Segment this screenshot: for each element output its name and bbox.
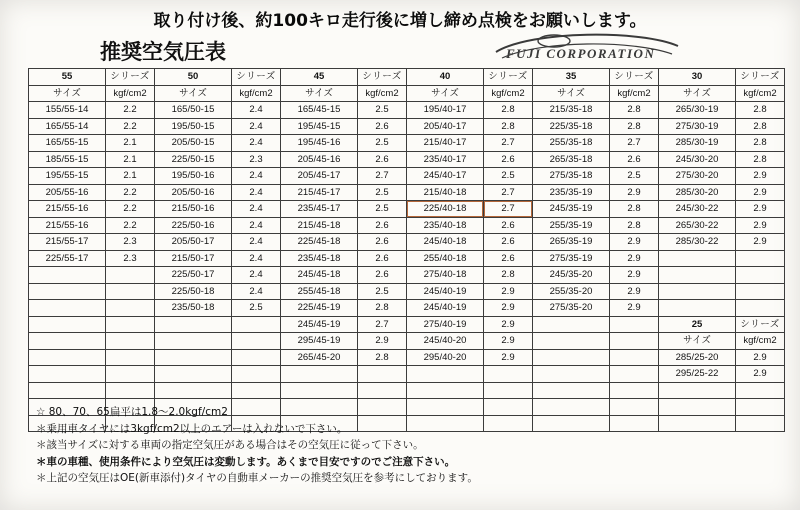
cell-kgf: 2.9 — [610, 283, 659, 300]
cell-size: 195/45-16 — [281, 135, 358, 152]
table-row — [29, 250, 785, 267]
cell-size: 205/50-15 — [155, 135, 232, 152]
cell-kgf: 2.6 — [358, 118, 407, 135]
cell-empty — [29, 349, 106, 366]
cell-size: 215/40-18 — [407, 184, 484, 201]
series-number-45: 45 — [281, 69, 358, 86]
cell-empty — [659, 300, 736, 317]
cell-empty — [155, 382, 232, 399]
cell-kgf: 2.5 — [484, 168, 533, 185]
cell-size: 245/40-17 — [407, 168, 484, 185]
table-row — [29, 168, 785, 185]
note-2: ＊該当サイズに対する車両の指定空気圧がある場合はその空気圧に従って下さい。 — [36, 439, 424, 451]
series-label-40: シリーズ — [484, 69, 533, 86]
cell-kgf: 2.6 — [358, 234, 407, 251]
note-1: ＊乗用車タイヤには3kgf/cm2以上のエアーは入れないで下さい。 — [36, 422, 348, 435]
cell-kgf: 2.3 — [232, 151, 281, 168]
cell-kgf: 2.6 — [484, 151, 533, 168]
cell-size: 245/30-22 — [659, 201, 736, 218]
cell-kgf: 2.8 — [484, 102, 533, 119]
cell-kgf: 2.9 — [358, 333, 407, 350]
cell-kgf: 2.8 — [610, 201, 659, 218]
cell-empty — [155, 316, 232, 333]
cell-kgf: 2.9 — [610, 234, 659, 251]
cell-kgf: 2.9 — [610, 250, 659, 267]
cell-kgf: 2.4 — [232, 217, 281, 234]
cell-size: 295/40-20 — [407, 349, 484, 366]
cell-size: 275/35-18 — [533, 168, 610, 185]
cell-kgf: 2.8 — [610, 217, 659, 234]
cell-size: 285/25-20 — [659, 349, 736, 366]
cell-size: 205/50-16 — [155, 184, 232, 201]
cell-kgf: 2.9 — [736, 217, 785, 234]
cell-kgf: 2.9 — [736, 234, 785, 251]
cell-size: 255/35-18 — [533, 135, 610, 152]
cell-kgf: 2.2 — [106, 184, 155, 201]
cell-empty — [281, 382, 358, 399]
cell-empty — [29, 283, 106, 300]
cell-size: 275/30-20 — [659, 168, 736, 185]
cell-kgf: 2.1 — [106, 168, 155, 185]
cell-empty — [232, 349, 281, 366]
cell-empty — [106, 349, 155, 366]
table-row — [29, 300, 785, 317]
table-row — [29, 333, 785, 350]
cell-size: 225/55-17 — [29, 250, 106, 267]
cell-empty — [29, 382, 106, 399]
cell-empty — [155, 333, 232, 350]
cell-kgf: 2.9 — [736, 184, 785, 201]
cell-size: 165/55-14 — [29, 118, 106, 135]
cell-empty — [484, 382, 533, 399]
cell-empty — [659, 267, 736, 284]
cell-kgf: 2.2 — [106, 118, 155, 135]
series-label-50: シリーズ — [232, 69, 281, 86]
series-number-40: 40 — [407, 69, 484, 86]
cell-kgf: 2.3 — [106, 250, 155, 267]
cell-size: 225/50-17 — [155, 267, 232, 284]
notes-block — [36, 404, 766, 487]
cell-kgf: 2.4 — [232, 102, 281, 119]
cell-size: 205/40-17 — [407, 118, 484, 135]
cell-kgf: 2.2 — [106, 217, 155, 234]
cell-size: 205/45-16 — [281, 151, 358, 168]
cell-empty — [106, 316, 155, 333]
cell-size: 255/45-18 — [281, 283, 358, 300]
cell-kgf: 2.9 — [736, 366, 785, 383]
cell-empty — [533, 349, 610, 366]
cell-size: 255/35-19 — [533, 217, 610, 234]
cell-kgf: 2.6 — [484, 217, 533, 234]
cell-kgf: 2.7 — [484, 135, 533, 152]
cell-size: 225/50-18 — [155, 283, 232, 300]
cell-kgf: 2.4 — [232, 118, 281, 135]
cell-empty — [659, 382, 736, 399]
cell-size: 235/45-18 — [281, 250, 358, 267]
page-title: 推奨空気圧表 — [100, 40, 226, 64]
cell-kgf: 2.1 — [106, 151, 155, 168]
header-kgf-55: kgf/cm2 — [106, 85, 155, 102]
cell-size: 215/35-18 — [533, 102, 610, 119]
cell-empty — [610, 382, 659, 399]
table-row — [29, 382, 785, 399]
cell-kgf: 2.4 — [232, 283, 281, 300]
cell-size: 245/40-20 — [407, 333, 484, 350]
cell-kgf: 2.5 — [232, 300, 281, 317]
cell-kgf: 2.7 — [484, 184, 533, 201]
headline: 取り付け後、約100キロ走行後に増し締め点検をお願いします。 — [153, 11, 647, 31]
column-header-row — [29, 85, 785, 102]
cell-kgf: 2.9 — [610, 184, 659, 201]
cell-kgf: 2.9 — [484, 300, 533, 317]
cell-kgf: 2.5 — [358, 201, 407, 218]
cell-kgf: 2.8 — [610, 118, 659, 135]
cell-empty — [533, 366, 610, 383]
cell-empty — [736, 250, 785, 267]
cell-kgf: 2.6 — [358, 217, 407, 234]
table-row — [29, 184, 785, 201]
cell-kgf: 2.7 — [358, 168, 407, 185]
cell-size: 245/35-20 — [533, 267, 610, 284]
series-label-25: シリーズ — [736, 316, 785, 333]
cell-kgf: 2.6 — [358, 250, 407, 267]
cell-size: 195/40-17 — [407, 102, 484, 119]
cell-size: 245/40-19 — [407, 283, 484, 300]
cell-size: 295/45-19 — [281, 333, 358, 350]
cell-size: 265/35-18 — [533, 151, 610, 168]
cell-size: 255/40-18 — [407, 250, 484, 267]
cell-kgf: 2.5 — [358, 184, 407, 201]
table-row — [29, 234, 785, 251]
cell-empty — [106, 366, 155, 383]
header-kgf-35: kgf/cm2 — [610, 85, 659, 102]
cell-empty — [533, 316, 610, 333]
cell-kgf: 2.4 — [232, 184, 281, 201]
table-row — [29, 267, 785, 284]
note-3: ＊車の車種、使用条件により空気圧は変動します。あくまで目安ですのでご注意下さい。 — [36, 455, 456, 468]
cell-size: 195/50-15 — [155, 118, 232, 135]
cell-kgf: 2.9 — [484, 333, 533, 350]
cell-size: 265/35-19 — [533, 234, 610, 251]
cell-size: 235/40-17 — [407, 151, 484, 168]
cell-empty — [407, 366, 484, 383]
cell-kgf: 2.4 — [232, 135, 281, 152]
header-size-30: サイズ — [659, 85, 736, 102]
cell-size: 215/55-16 — [29, 201, 106, 218]
cell-kgf: 2.9 — [484, 316, 533, 333]
cell-size: 245/40-19 — [407, 300, 484, 317]
cell-empty — [106, 267, 155, 284]
cell-size: 265/30-22 — [659, 217, 736, 234]
cell-kgf: 2.8 — [358, 349, 407, 366]
cell-size: 285/30-20 — [659, 184, 736, 201]
cell-kgf: 2.8 — [736, 102, 785, 119]
cell-size: 235/35-19 — [533, 184, 610, 201]
cell-empty — [610, 316, 659, 333]
cell-size: 215/40-17 — [407, 135, 484, 152]
cell-empty — [533, 333, 610, 350]
cell-empty — [736, 283, 785, 300]
cell-empty — [232, 316, 281, 333]
cell-empty — [533, 382, 610, 399]
cell-empty — [106, 333, 155, 350]
series-number-55: 55 — [29, 69, 106, 86]
table-row — [29, 366, 785, 383]
cell-size: 225/50-15 — [155, 151, 232, 168]
cell-empty — [484, 366, 533, 383]
header-size-40: サイズ — [407, 85, 484, 102]
cell-size: 215/55-17 — [29, 234, 106, 251]
cell-kgf: 2.8 — [484, 118, 533, 135]
cell-size: 225/45-18 — [281, 234, 358, 251]
series-label-55: シリーズ — [106, 69, 155, 86]
cell-empty — [29, 333, 106, 350]
cell-size: 225/50-16 — [155, 217, 232, 234]
cell-size: 195/45-15 — [281, 118, 358, 135]
table-row — [29, 135, 785, 152]
cell-size: 165/55-15 — [29, 135, 106, 152]
cell-empty — [610, 333, 659, 350]
cell-size: 165/50-15 — [155, 102, 232, 119]
cell-empty — [659, 250, 736, 267]
cell-size: 225/35-18 — [533, 118, 610, 135]
cell-empty — [29, 316, 106, 333]
header-size-35: サイズ — [533, 85, 610, 102]
cell-kgf: 2.6 — [484, 250, 533, 267]
cell-size: 225/40-18 — [407, 201, 484, 218]
series-header-row — [29, 69, 785, 86]
cell-kgf: 2.9 — [736, 201, 785, 218]
cell-kgf: 2.9 — [484, 283, 533, 300]
table-row — [29, 283, 785, 300]
cell-empty — [407, 382, 484, 399]
cell-empty — [358, 366, 407, 383]
header-kgf-25: kgf/cm2 — [736, 333, 785, 350]
series-number-50: 50 — [155, 69, 232, 86]
cell-kgf: 2.2 — [106, 201, 155, 218]
cell-empty — [736, 300, 785, 317]
cell-empty — [155, 366, 232, 383]
cell-kgf: 2.3 — [106, 234, 155, 251]
cell-kgf: 2.5 — [358, 102, 407, 119]
cell-kgf: 2.9 — [610, 267, 659, 284]
cell-size: 245/45-19 — [281, 316, 358, 333]
table-row — [29, 151, 785, 168]
cell-empty — [358, 382, 407, 399]
header-kgf-50: kgf/cm2 — [232, 85, 281, 102]
cell-empty — [106, 283, 155, 300]
cell-size: 245/30-20 — [659, 151, 736, 168]
note-0: ☆ 80、70、65扁平は1.8～2.0kgf/cm2 — [36, 406, 228, 418]
cell-empty — [232, 366, 281, 383]
cell-kgf: 2.7 — [358, 316, 407, 333]
cell-kgf: 2.4 — [232, 267, 281, 284]
cell-empty — [29, 267, 106, 284]
cell-size: 275/35-19 — [533, 250, 610, 267]
cell-size: 275/30-19 — [659, 118, 736, 135]
cell-size: 215/50-16 — [155, 201, 232, 218]
cell-size: 205/50-17 — [155, 234, 232, 251]
cell-empty — [610, 349, 659, 366]
cell-empty — [232, 333, 281, 350]
fuji-corporation-logo — [492, 32, 682, 66]
cell-kgf: 2.6 — [358, 151, 407, 168]
cell-size: 245/45-18 — [281, 267, 358, 284]
cell-size: 275/35-20 — [533, 300, 610, 317]
table-row — [29, 118, 785, 135]
cell-kgf: 2.4 — [232, 234, 281, 251]
header-kgf-45: kgf/cm2 — [358, 85, 407, 102]
cell-size: 235/45-17 — [281, 201, 358, 218]
cell-size: 185/55-15 — [29, 151, 106, 168]
cell-kgf: 2.4 — [232, 201, 281, 218]
cell-empty — [281, 366, 358, 383]
header-size-45: サイズ — [281, 85, 358, 102]
cell-size: 235/40-18 — [407, 217, 484, 234]
cell-empty — [106, 382, 155, 399]
series-number-25: 25 — [659, 316, 736, 333]
cell-kgf: 2.7 — [484, 201, 533, 218]
cell-empty — [610, 366, 659, 383]
cell-size: 275/40-19 — [407, 316, 484, 333]
cell-kgf: 2.8 — [736, 118, 785, 135]
cell-empty — [29, 300, 106, 317]
cell-size: 205/55-16 — [29, 184, 106, 201]
header-kgf-30: kgf/cm2 — [736, 85, 785, 102]
cell-size: 285/30-22 — [659, 234, 736, 251]
cell-empty — [29, 366, 106, 383]
cell-kgf: 2.5 — [610, 168, 659, 185]
cell-kgf: 2.8 — [484, 267, 533, 284]
cell-size: 195/50-16 — [155, 168, 232, 185]
cell-kgf: 2.5 — [358, 135, 407, 152]
cell-kgf: 2.8 — [358, 300, 407, 317]
cell-kgf: 2.9 — [484, 349, 533, 366]
header-size-50: サイズ — [155, 85, 232, 102]
cell-kgf: 2.6 — [610, 151, 659, 168]
pressure-table — [28, 68, 785, 432]
cell-kgf: 2.8 — [736, 151, 785, 168]
cell-size: 265/30-19 — [659, 102, 736, 119]
cell-size: 275/40-18 — [407, 267, 484, 284]
series-number-30: 30 — [659, 69, 736, 86]
cell-kgf: 2.5 — [358, 283, 407, 300]
cell-kgf: 2.4 — [232, 168, 281, 185]
cell-kgf: 2.6 — [358, 267, 407, 284]
cell-kgf: 2.1 — [106, 135, 155, 152]
cell-size: 155/55-14 — [29, 102, 106, 119]
cell-kgf: 2.6 — [484, 234, 533, 251]
cell-kgf: 2.9 — [736, 168, 785, 185]
cell-size: 235/50-18 — [155, 300, 232, 317]
header-kgf-40: kgf/cm2 — [484, 85, 533, 102]
cell-empty — [736, 267, 785, 284]
series-label-35: シリーズ — [610, 69, 659, 86]
cell-size: 245/40-18 — [407, 234, 484, 251]
series-label-30: シリーズ — [736, 69, 785, 86]
table-row — [29, 349, 785, 366]
cell-size: 165/45-15 — [281, 102, 358, 119]
cell-size: 195/55-15 — [29, 168, 106, 185]
cell-empty — [736, 382, 785, 399]
cell-kgf: 2.7 — [610, 135, 659, 152]
cell-kgf: 2.8 — [736, 135, 785, 152]
table-row — [29, 316, 785, 333]
series-label-45: シリーズ — [358, 69, 407, 86]
series-number-35: 35 — [533, 69, 610, 86]
cell-size: 215/55-16 — [29, 217, 106, 234]
table-row — [29, 201, 785, 218]
note-4: ＊上記の空気圧はOE(新車添付)タイヤの自動車メーカーの推奨空気圧を参考にしております。 — [36, 472, 478, 484]
cell-size: 225/45-19 — [281, 300, 358, 317]
cell-size: 215/45-17 — [281, 184, 358, 201]
cell-size: 285/30-19 — [659, 135, 736, 152]
cell-kgf: 2.9 — [736, 349, 785, 366]
cell-empty — [232, 382, 281, 399]
cell-kgf: 2.8 — [610, 102, 659, 119]
header-size-25: サイズ — [659, 333, 736, 350]
cell-kgf: 2.4 — [232, 250, 281, 267]
cell-size: 265/45-20 — [281, 349, 358, 366]
cell-size: 215/45-18 — [281, 217, 358, 234]
cell-empty — [659, 283, 736, 300]
header-size-55: サイズ — [29, 85, 106, 102]
cell-size: 205/45-17 — [281, 168, 358, 185]
cell-kgf: 2.9 — [610, 300, 659, 317]
logo-text: FUJI CORPORATION — [506, 46, 656, 61]
table-row — [29, 217, 785, 234]
cell-size: 295/25-22 — [659, 366, 736, 383]
table-row — [29, 102, 785, 119]
cell-size: 255/35-20 — [533, 283, 610, 300]
cell-empty — [155, 349, 232, 366]
cell-empty — [106, 300, 155, 317]
cell-size: 215/50-17 — [155, 250, 232, 267]
cell-kgf: 2.2 — [106, 102, 155, 119]
cell-size: 245/35-19 — [533, 201, 610, 218]
